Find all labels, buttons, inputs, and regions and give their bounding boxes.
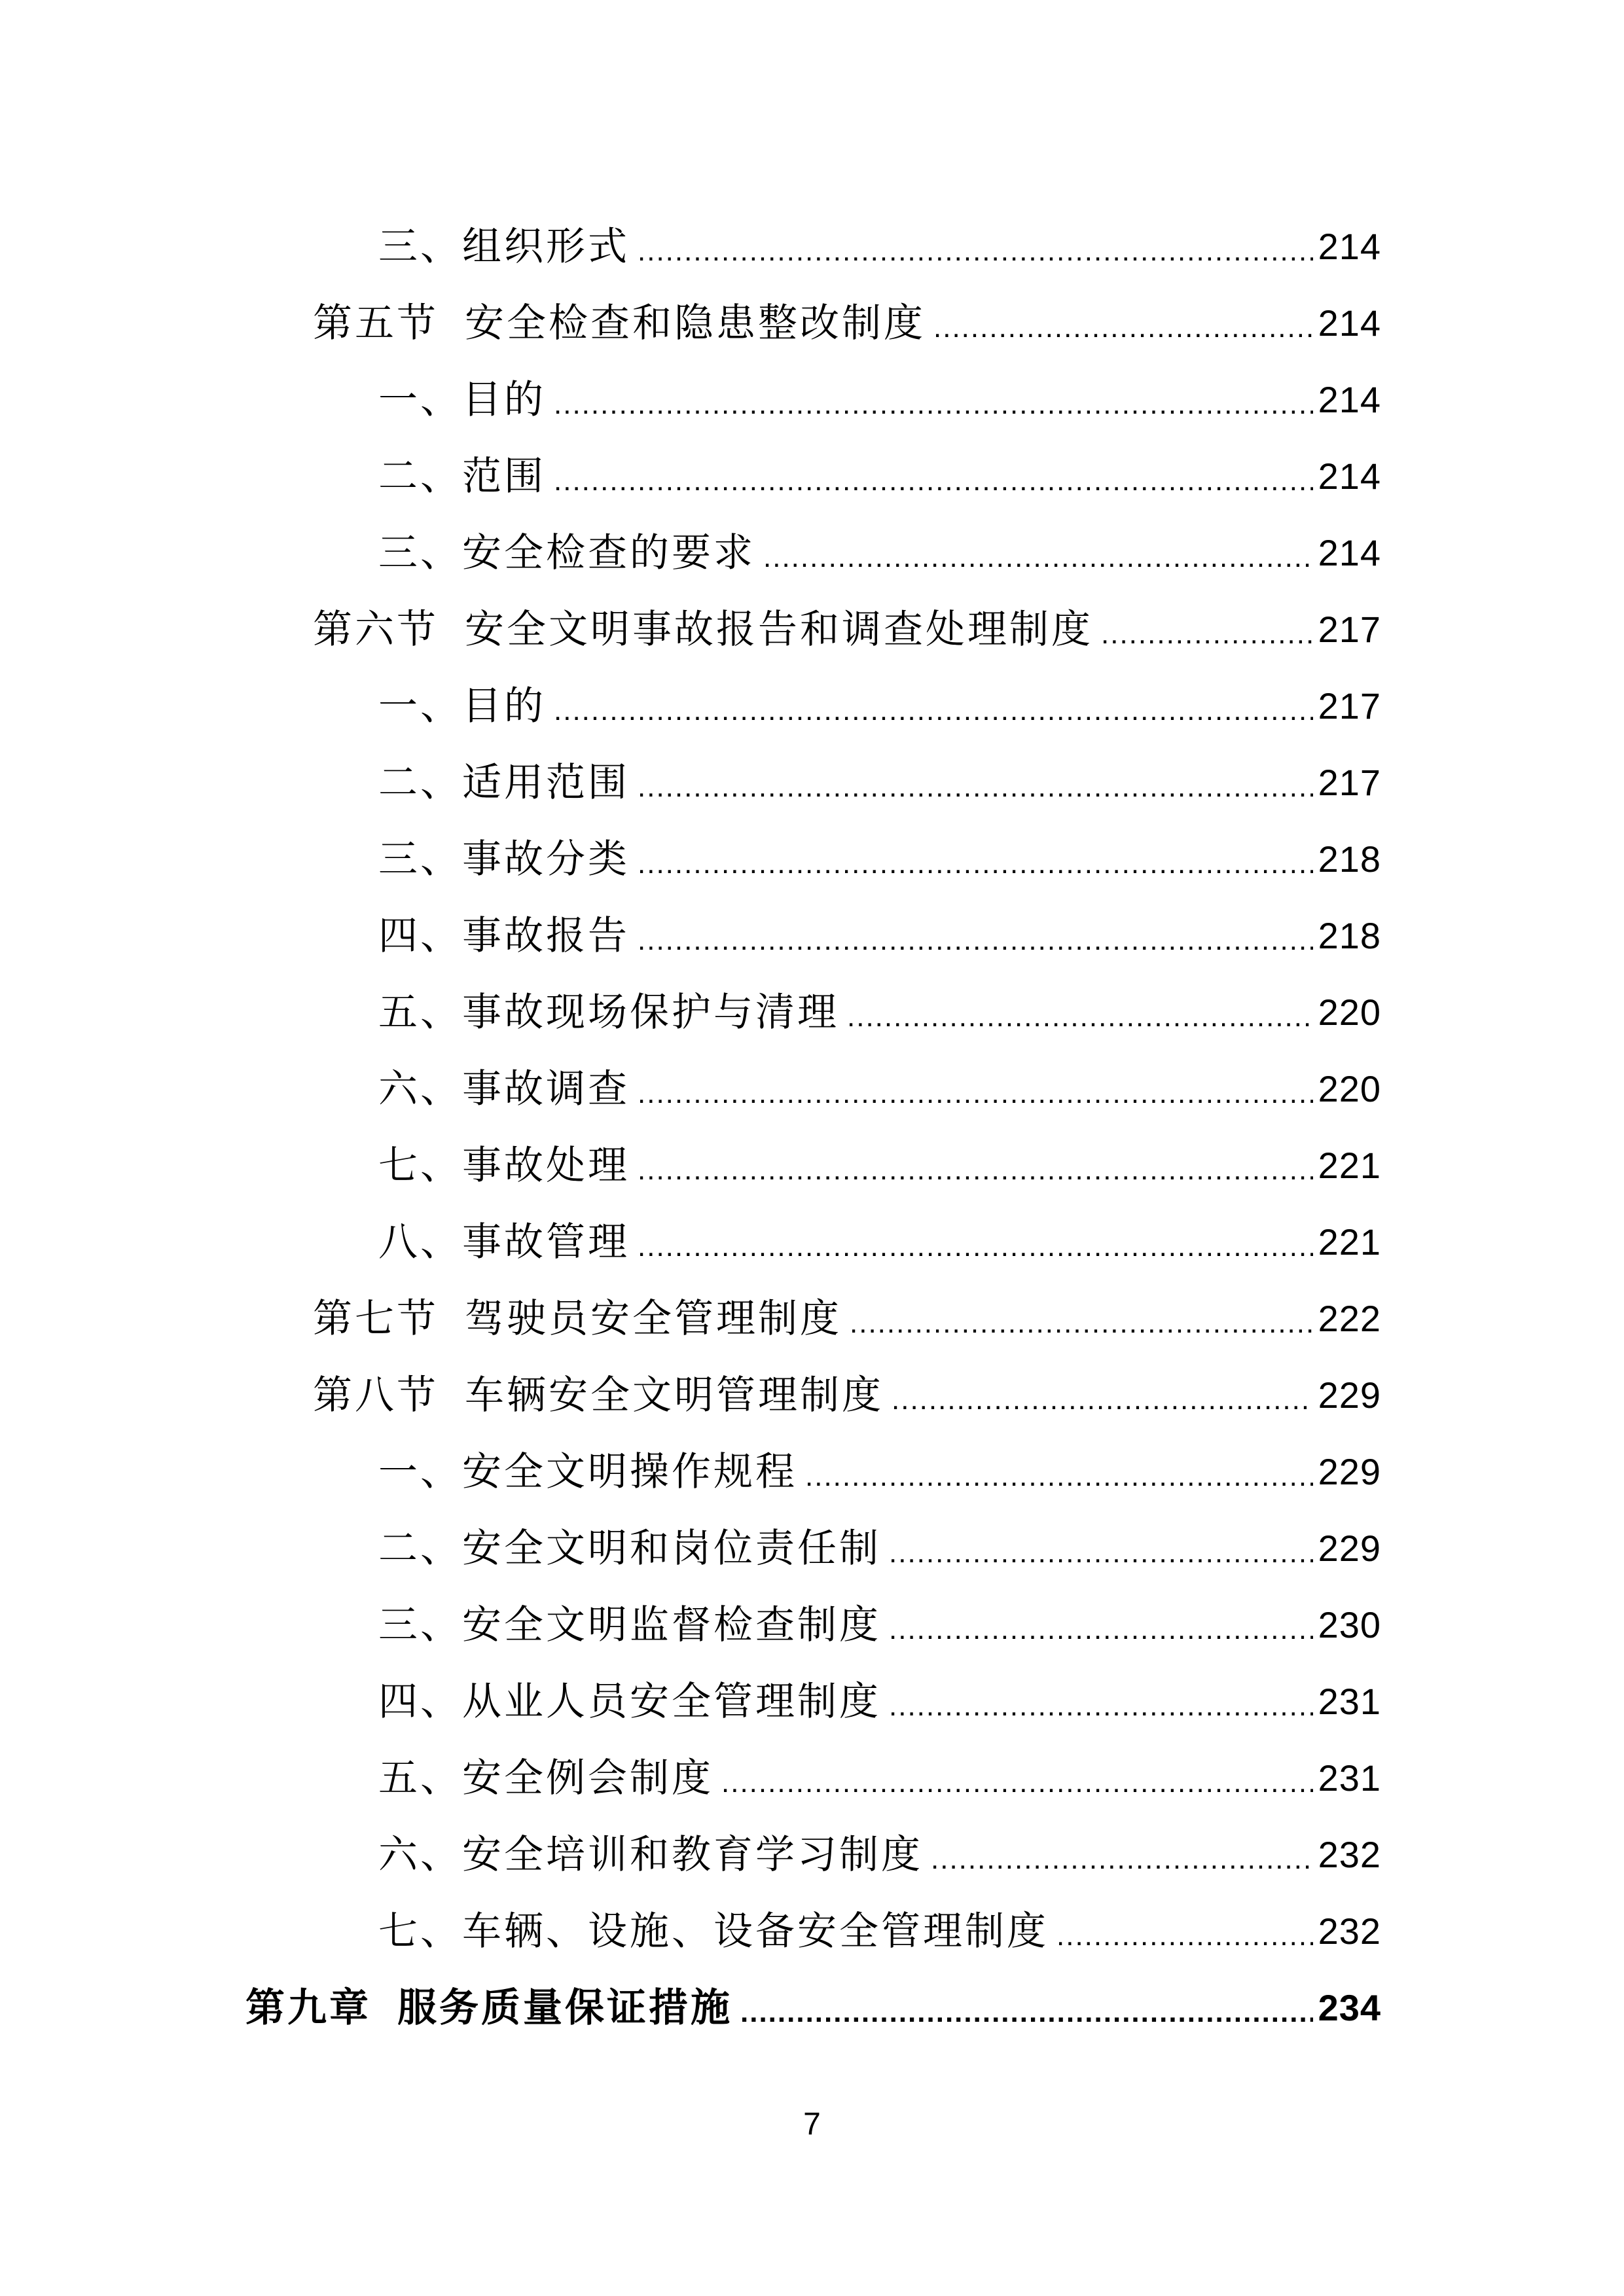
toc-entry-title: 三、组织形式	[378, 223, 630, 270]
toc-entry-title: 四、事故报告	[378, 912, 630, 959]
toc-page-number: 217	[1318, 761, 1381, 803]
toc-section-title: 安全检查和隐患整改制度	[465, 300, 926, 346]
toc-section-number: 第六节	[313, 606, 439, 653]
dot-leader	[889, 1606, 1313, 1644]
dot-leader	[638, 228, 1313, 266]
toc-entry-title: 二、适用范围	[378, 759, 630, 806]
toc-page-number: 221	[1318, 1144, 1381, 1186]
toc-page-number: 229	[1318, 1527, 1381, 1569]
toc-entry[interactable]	[378, 668, 1381, 744]
toc-page-number: 232	[1318, 1910, 1381, 1952]
dot-leader	[892, 1376, 1313, 1414]
toc-entry-title	[313, 1372, 884, 1418]
toc-page-number: 222	[1318, 1297, 1381, 1339]
toc-page-number: 217	[1318, 685, 1381, 726]
toc-entry-title: 三、事故分类	[378, 836, 630, 882]
toc-page-number: 220	[1318, 1067, 1381, 1109]
toc-entry-title: 七、事故处理	[378, 1142, 630, 1189]
toc-entry[interactable]	[378, 1204, 1381, 1280]
toc-page-number: 214	[1318, 531, 1381, 573]
toc-entry-title: 四、从业人员安全管理制度	[378, 1678, 881, 1725]
toc-entry-title: 三、安全文明监督检查制度	[378, 1602, 881, 1648]
dot-leader	[638, 1147, 1313, 1185]
toc-entry[interactable]	[313, 1280, 1381, 1357]
toc-entry[interactable]	[378, 1663, 1381, 1740]
toc-page-number: 218	[1318, 838, 1381, 880]
toc-entry[interactable]	[378, 1587, 1381, 1663]
toc-entry[interactable]	[378, 1740, 1381, 1816]
dot-leader	[638, 840, 1313, 878]
toc-section-title: 安全文明事故报告和调查处理制度	[465, 606, 1093, 653]
toc-page-number: 221	[1318, 1221, 1381, 1263]
toc-section-number: 第七节	[313, 1295, 439, 1342]
toc-entry[interactable]	[378, 438, 1381, 514]
dot-leader	[805, 1453, 1313, 1491]
toc-entry[interactable]	[378, 821, 1381, 897]
dot-leader	[740, 1989, 1313, 2027]
dot-leader	[638, 1070, 1313, 1108]
toc-entry-title	[313, 300, 926, 346]
toc-entry[interactable]	[245, 1969, 1381, 2046]
toc-entry-title: 五、事故现场保护与清理	[378, 989, 839, 1035]
dot-leader	[638, 764, 1313, 802]
dot-leader	[850, 1300, 1313, 1338]
toc-page-number: 214	[1318, 378, 1381, 420]
dot-leader	[1056, 1912, 1313, 1950]
dot-leader	[554, 381, 1313, 419]
toc-entry[interactable]	[378, 1893, 1381, 1969]
toc-entry[interactable]	[378, 974, 1381, 1050]
toc-page-number: 217	[1318, 608, 1381, 650]
dot-leader	[721, 1759, 1313, 1797]
toc-entry[interactable]	[378, 1433, 1381, 1510]
toc-section-title: 驾驶员安全管理制度	[465, 1295, 842, 1342]
toc-page-number: 232	[1318, 1833, 1381, 1875]
toc-page-number: 214	[1318, 455, 1381, 497]
toc-entry[interactable]	[378, 1816, 1381, 1893]
toc-page-number: 214	[1318, 302, 1381, 344]
toc-entry[interactable]	[313, 285, 1381, 361]
toc-entry-title	[313, 606, 1093, 653]
toc-page-number: 231	[1318, 1680, 1381, 1722]
toc-entry-title: 八、事故管理	[378, 1219, 630, 1265]
dot-leader	[638, 1223, 1313, 1261]
dot-leader	[638, 917, 1313, 955]
dot-leader	[931, 1836, 1313, 1874]
toc-entry-title: 二、范围	[378, 453, 546, 499]
dot-leader	[763, 534, 1313, 572]
toc-page-number: 229	[1318, 1374, 1381, 1416]
toc-entry[interactable]	[378, 1127, 1381, 1204]
toc-page-number: 230	[1318, 1604, 1381, 1645]
dot-leader	[889, 1683, 1313, 1721]
toc-entry[interactable]	[378, 1510, 1381, 1587]
toc-entry[interactable]	[313, 1357, 1381, 1433]
toc-entry-title	[313, 1295, 842, 1342]
toc-entry-title: 七、车辆、设施、设备安全管理制度	[378, 1908, 1049, 1954]
toc-entry[interactable]	[378, 744, 1381, 821]
toc-entry-title: 六、事故调查	[378, 1066, 630, 1112]
toc-section-number: 第五节	[313, 300, 439, 346]
toc-section-title: 车辆安全文明管理制度	[465, 1372, 884, 1418]
toc-entry-title: 二、安全文明和岗位责任制	[378, 1525, 881, 1571]
toc-entry-title: 六、安全培训和教育学习制度	[378, 1831, 923, 1878]
toc-entry-title: 五、安全例会制度	[378, 1755, 713, 1801]
toc-entry-title	[245, 1984, 732, 2031]
toc-page-number: 234	[1318, 1986, 1381, 2028]
toc-page-number: 229	[1318, 1450, 1381, 1492]
toc-chapter-title: 服务质量保证措施	[397, 1984, 732, 2031]
toc-section-number: 第八节	[313, 1372, 439, 1418]
toc-entry[interactable]	[378, 514, 1381, 591]
toc-page-number: 218	[1318, 914, 1381, 956]
toc-entry[interactable]	[313, 591, 1381, 668]
toc-page-number: 214	[1318, 225, 1381, 267]
toc-chapter-number: 第九章	[245, 1984, 371, 2031]
toc-entry[interactable]	[378, 208, 1381, 285]
toc-entry[interactable]	[378, 1050, 1381, 1127]
toc-entry-title: 一、目的	[378, 683, 546, 729]
dot-leader	[554, 457, 1313, 495]
dot-leader	[889, 1530, 1313, 1568]
toc-entry-title: 一、安全文明操作规程	[378, 1448, 797, 1495]
dot-leader	[554, 687, 1313, 725]
toc-page-number: 220	[1318, 991, 1381, 1033]
toc-entry-title: 三、安全检查的要求	[378, 529, 755, 576]
toc-entry[interactable]	[378, 897, 1381, 974]
toc-page-number: 231	[1318, 1757, 1381, 1799]
dot-leader	[847, 994, 1313, 1031]
toc-entry-title: 一、目的	[378, 376, 546, 423]
dot-leader	[1101, 611, 1313, 649]
dot-leader	[933, 304, 1313, 342]
toc-entry[interactable]	[378, 361, 1381, 438]
page-number-footer: 7	[803, 2107, 821, 2142]
